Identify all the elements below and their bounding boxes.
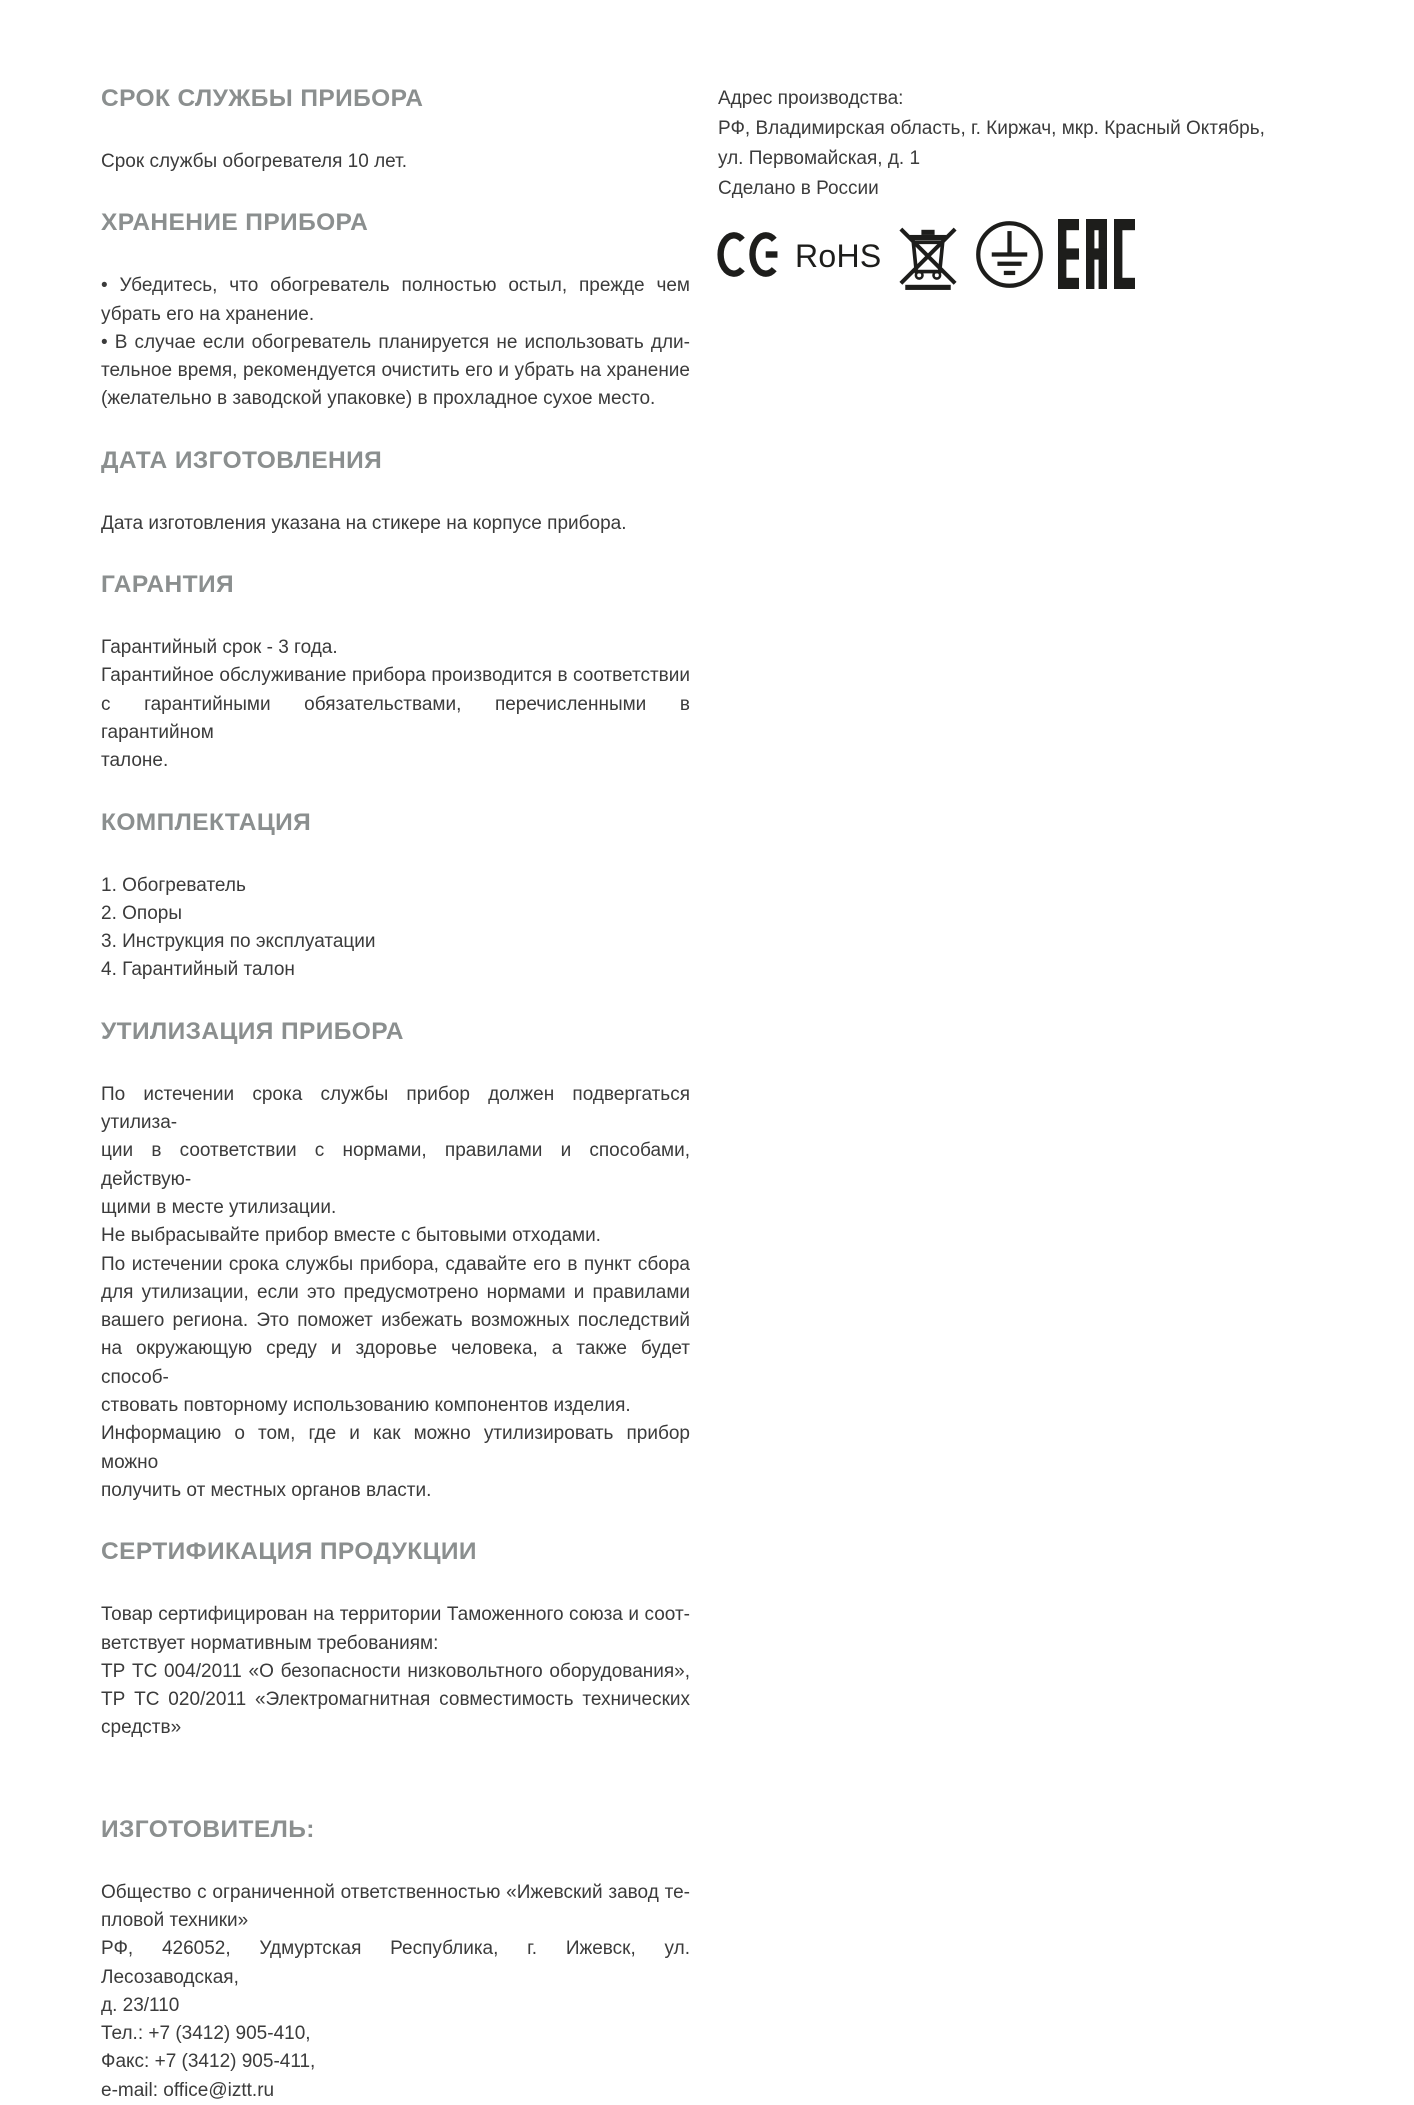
paragraph-line: Срок службы обогревателя 10 лет.: [101, 151, 407, 172]
section-heading: УТИЛИЗАЦИЯ ПРИБОРА: [101, 1017, 404, 1045]
section: [101, 570, 690, 775]
manufacturing-address: [718, 84, 1338, 204]
paragraph-line: получить от местных органов власти.: [101, 1479, 432, 1501]
address-line: Адрес производства:: [718, 88, 904, 109]
address-line: Сделано в России: [718, 178, 879, 199]
paragraph-line: с гарантийными обязательствами, перечисленными в гарантийном: [101, 693, 690, 743]
paragraph-line: вашего региона. Это поможет избежать возможных последствий: [101, 1310, 690, 1332]
weee-bin-icon: [895, 216, 961, 292]
paragraph-line: Товар сертифицирован на территории Таможенного союза и соот-: [101, 1604, 690, 1626]
section: [101, 446, 690, 538]
rohs-label: RoHS: [795, 238, 882, 274]
paragraph-line: ТР ТС 020/2011 «Электромагнитная совместимость технических: [101, 1689, 690, 1711]
section-heading: СЕРТИФИКАЦИЯ ПРОДУКЦИИ: [101, 1538, 477, 1566]
section-heading: ХРАНЕНИЕ ПРИБОРА: [101, 209, 369, 237]
paragraph: [101, 148, 690, 176]
paragraph-line: 1. Обогреватель: [101, 874, 246, 896]
section: [101, 808, 690, 985]
paragraph-line: • Убедитесь, что обогреватель полностью остыл, прежде чем: [101, 275, 690, 297]
paragraph-line: Дата изготовления указана на стикере на корпусе прибора.: [101, 512, 627, 534]
section: [101, 84, 690, 176]
paragraph-line: 4. Гарантийный талон: [101, 959, 295, 981]
address-line: РФ, Владимирская область, г. Киржач, мкр. Красный Октябрь,: [718, 118, 1265, 139]
paragraph-line: д. 23/110: [101, 1994, 180, 2016]
paragraph-line: По истечении срока службы прибора, сдавайте его в пункт сбора: [101, 1253, 690, 1275]
paragraph-line: ствовать повторному использованию компонентов изделия.: [101, 1395, 631, 1417]
paragraph: [101, 872, 690, 985]
paragraph-line: Общество с ограниченной ответственностью «Ижевский завод те-: [101, 1881, 690, 1903]
section: [101, 1537, 690, 1742]
paragraph: [101, 1601, 690, 1742]
paragraph-line: e-mail: office@iztt.ru: [101, 2079, 275, 2101]
paragraph-line: ветствует нормативным требованиям:: [101, 1632, 439, 1654]
paragraph: [101, 272, 690, 413]
paragraph-line: ТР ТС 004/2011 «О безопасности низковольтного оборудования»,: [101, 1660, 690, 1682]
paragraph-line: Факс: +7 (3412) 905-411,: [101, 2051, 316, 2073]
section-heading: КОМПЛЕКТАЦИЯ: [101, 808, 312, 836]
section: [101, 1815, 690, 2105]
paragraph-line: Тел.: +7 (3412) 905-410,: [101, 2023, 311, 2045]
ce-mark-icon: [718, 229, 782, 280]
address-line: ул. Первомайская, д. 1: [718, 148, 921, 169]
right-column: [718, 84, 1338, 292]
paragraph-line: Не выбрасывайте прибор вместе с бытовыми отходами.: [101, 1225, 601, 1247]
paragraph-line: талоне.: [101, 750, 169, 772]
paragraph-line: 3. Инструкция по эксплуатации: [101, 931, 376, 953]
section: [101, 1017, 690, 1505]
paragraph-line: пловой техники»: [101, 1909, 249, 1931]
paragraph-line: Гарантийное обслуживание прибора производится в соответствии: [101, 665, 690, 687]
paragraph-line: средств»: [101, 1717, 182, 1739]
paragraph-line: ции в соответствии с нормами, правилами и способами, действую-: [101, 1140, 690, 1190]
section-heading: ДАТА ИЗГОТОВЛЕНИЯ: [101, 446, 383, 474]
paragraph-line: щими в месте утилизации.: [101, 1196, 337, 1218]
certification-icons: [718, 216, 1338, 292]
section: [101, 208, 690, 413]
paragraph: [101, 1081, 690, 1505]
section-heading: СРОК СЛУЖБЫ ПРИБОРА: [101, 85, 424, 112]
eac-mark-icon: [1058, 219, 1135, 289]
paragraph-line: на окружающую среду и здоровье человека, а также будет способ-: [101, 1338, 690, 1388]
paragraph-line: (желательно в заводской упаковке) в прохладное сухое место.: [101, 388, 656, 410]
protective-earth-icon: [974, 219, 1045, 290]
paragraph-line: убрать его на хранение.: [101, 303, 315, 325]
paragraph-line: • В случае если обогреватель планируется не использовать дли-: [101, 331, 690, 353]
paragraph: [101, 510, 690, 538]
paragraph-line: По истечении срока службы прибор должен подвергаться утилиза-: [101, 1083, 690, 1134]
section-heading: ГАРАНТИЯ: [101, 571, 234, 599]
paragraph-line: Информацию о том, где и как можно утилизировать прибор можно: [101, 1423, 690, 1473]
paragraph: [101, 1879, 690, 2105]
paragraph: [101, 634, 690, 775]
paragraph-line: 2. Опоры: [101, 902, 182, 924]
paragraph-line: Гарантийный срок - 3 года.: [101, 637, 338, 659]
paragraph-line: РФ, 426052, Удмуртская Республика, г. Ижевск, ул. Лесозаводская,: [101, 1938, 690, 1988]
section-heading: ИЗГОТОВИТЕЛЬ:: [101, 1815, 315, 1843]
paragraph-line: для утилизации, если это предусмотрено нормами и правилами: [101, 1281, 690, 1303]
left-column: [101, 84, 690, 2105]
paragraph-line: тельное время, рекомендуется очистить его и убрать на хранение: [101, 360, 690, 382]
